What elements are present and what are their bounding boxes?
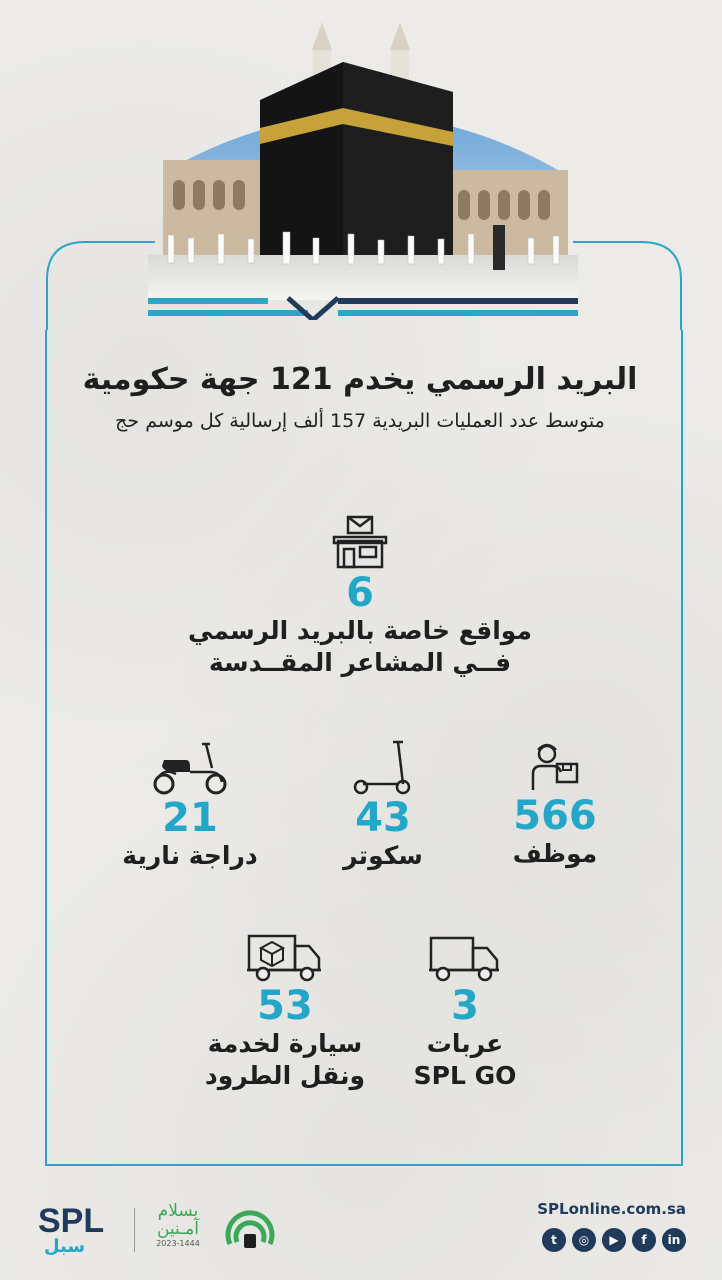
stat-vehicles [185, 932, 385, 1092]
post-office-icon [332, 515, 388, 571]
page-subtitle: متوسط عدد العمليات البريدية 157 ألف إرسالية كل موسم حج [115, 410, 605, 432]
spl-logo [38, 1204, 126, 1256]
delivery-worker-icon [527, 738, 583, 794]
spl-logo-text: SPL [38, 1202, 105, 1240]
stat-employees-label: موظف [512, 839, 598, 868]
truck-icon [427, 932, 503, 984]
stat-carts-value: 3 [451, 983, 479, 1029]
stat-motorbikes-value: 21 [162, 795, 218, 841]
campaign-emblem-icon [222, 1204, 278, 1260]
footer-contact [486, 1200, 686, 1252]
twitter-icon[interactable]: t [542, 1228, 566, 1252]
stat-carts [390, 932, 540, 1092]
logo-divider [134, 1208, 135, 1252]
social-links [486, 1228, 686, 1252]
website-link[interactable]: SPLonline.com.sa [537, 1200, 686, 1218]
campaign-line2: آمـنين [156, 1219, 199, 1239]
stat-scooters-label: سكوتر [343, 841, 423, 870]
stat-sites [160, 515, 560, 679]
footer-logos [38, 1200, 298, 1260]
stat-motorbikes [110, 738, 270, 872]
stat-vehicles-value: 53 [257, 983, 313, 1029]
stat-carts-label: عربات SPL GO [413, 1029, 517, 1090]
page-title: البريد الرسمي يخدم 121 جهة حكومية [82, 362, 638, 397]
stat-sites-label: مواقع خاصة بالبريد الرسمي فــي المشاعر المقــدسة [188, 616, 532, 677]
stat-motorbikes-label: دراجة نارية [122, 841, 258, 870]
stat-employees-value: 566 [513, 793, 597, 839]
facebook-icon[interactable]: f [632, 1228, 656, 1252]
scooter-icon [353, 738, 413, 796]
stat-vehicles-label: سيارة لخدمة ونقل الطرود [204, 1029, 366, 1090]
motorbike-icon [150, 738, 230, 796]
stat-sites-value: 6 [346, 570, 374, 616]
stat-employees [480, 738, 630, 870]
stat-scooters [308, 738, 458, 872]
stat-scooters-value: 43 [355, 795, 411, 841]
campaign-year: 2023-1444 [156, 1239, 200, 1248]
kaaba-image [148, 20, 578, 320]
campaign-text [142, 1202, 214, 1250]
spl-logo-arabic: سبل [44, 1236, 86, 1257]
youtube-icon[interactable]: ▶ [602, 1228, 626, 1252]
linkedin-icon[interactable]: in [662, 1228, 686, 1252]
campaign-line1: بسلام [157, 1201, 199, 1221]
parcel-truck-icon [245, 932, 325, 984]
instagram-icon[interactable]: ◎ [572, 1228, 596, 1252]
